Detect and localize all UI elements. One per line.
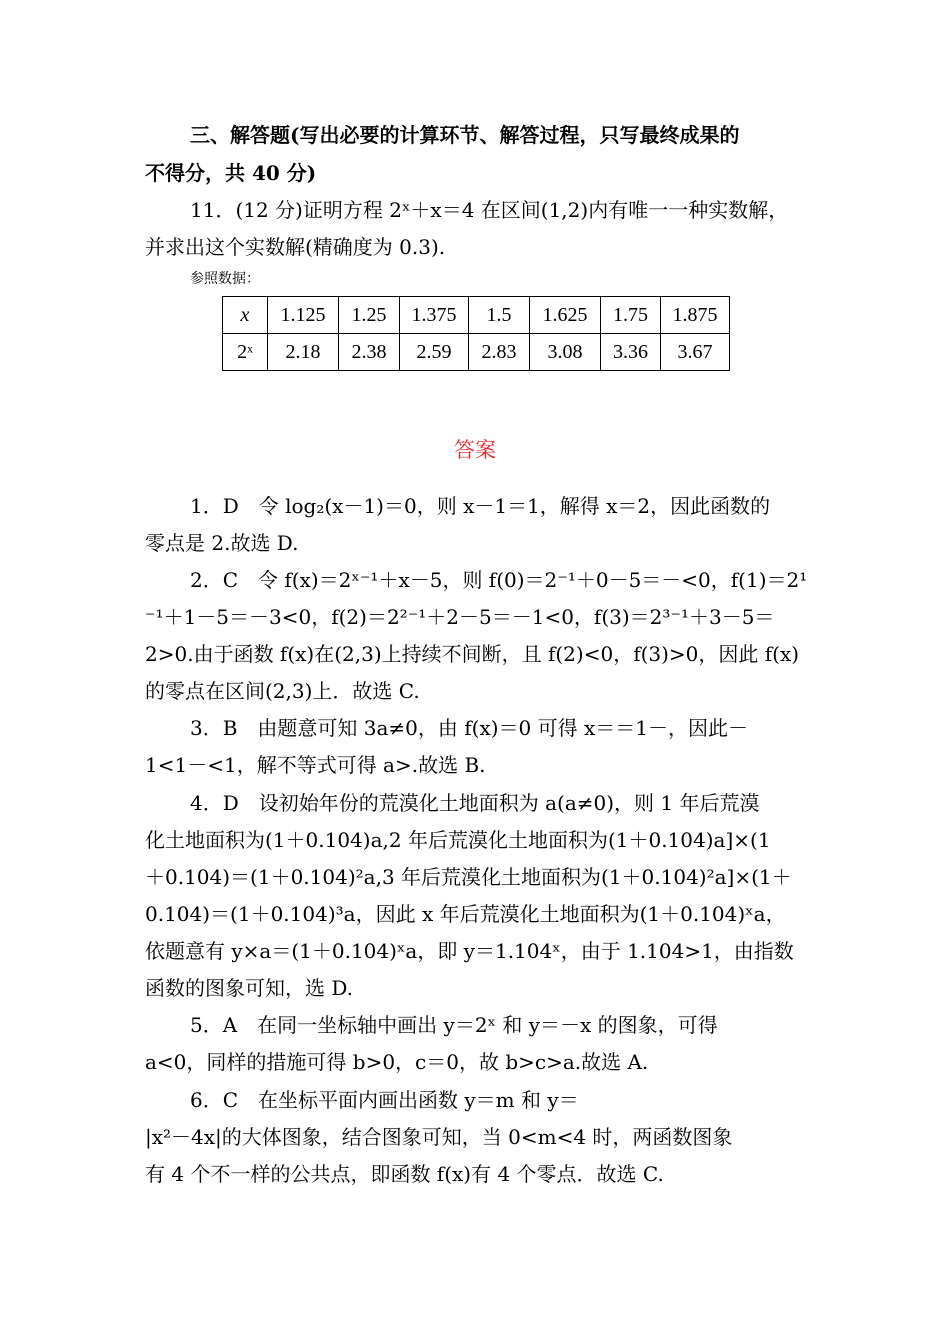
answer-6-line-3: 有 4 个不一样的公共点，即函数 f(x)有 4 个零点．故选 C. bbox=[145, 1162, 664, 1186]
table-header-2x: 2ˣ bbox=[223, 334, 268, 371]
answer-title: 答案 bbox=[454, 438, 496, 462]
answer-5-line-1: 5．A 在同一坐标轴中画出 y＝2ˣ 和 y＝－x 的图象，可得 bbox=[190, 1013, 718, 1037]
answer-4-line-6: 函数的图象可知，选 D. bbox=[145, 976, 354, 1000]
table-row bbox=[223, 334, 730, 371]
answer-5-line-2: a<0，同样的措施可得 b>0，c＝0，故 b>c>a.故选 A. bbox=[145, 1050, 649, 1074]
table-cell: 2.59 bbox=[400, 334, 469, 371]
answer-4-line-1: 4．D 设初始年份的荒漠化土地面积为 a(a≠0)，则 1 年后荒漠 bbox=[190, 791, 760, 815]
table-cell: 1.625 bbox=[530, 297, 601, 334]
answer-4-line-5: 依题意有 y×a＝(1＋0.104)ˣa，即 y＝1.104ˣ，由于 1.104>1，由指数 bbox=[145, 939, 794, 963]
reference-data-label: 参照数据： bbox=[190, 271, 260, 287]
answer-4-line-4: 0.104)＝(1＋0.104)³a，因此 x 年后荒漠化土地面积为(1＋0.104)ˣa， bbox=[145, 902, 786, 926]
answer-4-line-3: ＋0.104)＝(1＋0.104)²a,3 年后荒漠化土地面积为(1＋0.104)²a]×(1＋ bbox=[145, 865, 792, 889]
table-cell: 2.18 bbox=[268, 334, 339, 371]
section-heading-line-2: 不得分，共 40 分) bbox=[145, 161, 317, 185]
problem-11-line-1: 11．(12 分)证明方程 2ˣ＋x＝4 在区间(1,2)内有唯一一种实数解， bbox=[190, 198, 789, 222]
table-cell: 1.375 bbox=[400, 297, 469, 334]
answer-2-line-4: 的零点在区间(2,3)上．故选 C. bbox=[145, 679, 420, 703]
answer-1-line-1: 1．D 令 log₂(x－1)＝0，则 x－1＝1，解得 x＝2，因此函数的 bbox=[190, 494, 771, 518]
answer-2-line-3: 2>0.由于函数 f(x)在(2,3)上持续不间断，且 f(2)<0，f(3)>0，因此 f(x) bbox=[145, 642, 800, 666]
answer-2-line-1: 2．C 令 f(x)＝2ˣ⁻¹＋x－5，则 f(0)＝2⁻¹＋0－5＝－<0，f(1)＝2¹ bbox=[190, 568, 808, 592]
table-cell: 3.36 bbox=[601, 334, 661, 371]
table-cell: 2.83 bbox=[469, 334, 530, 371]
table-cell: 1.875 bbox=[661, 297, 730, 334]
answer-6-line-1: 6．C 在坐标平面内画出函数 y＝m 和 y＝ bbox=[190, 1088, 579, 1112]
table-cell: 3.67 bbox=[661, 334, 730, 371]
answer-3-line-1: 3．B 由题意可知 3a≠0，由 f(x)＝0 可得 x＝＝1－，因此－ bbox=[190, 716, 748, 740]
answer-6-line-2: |x²－4x|的大体图象，结合图象可知，当 0<m<4 时，两函数图象 bbox=[145, 1125, 733, 1149]
section-heading-line-1: 三、解答题(写出必要的计算环节、解答过程，只写最终成果的 bbox=[190, 123, 740, 147]
answer-3-line-2: 1<1－<1，解不等式可得 a>.故选 B. bbox=[145, 753, 486, 777]
table-cell: 3.08 bbox=[530, 334, 601, 371]
table-cell: 1.5 bbox=[469, 297, 530, 334]
reference-data-table bbox=[222, 296, 730, 371]
answer-4-line-2: 化土地面积为(1＋0.104)a,2 年后荒漠化土地面积为(1＋0.104)a]×(1 bbox=[145, 828, 771, 852]
problem-11-line-2: 并求出这个实数解(精确度为 0.3). bbox=[145, 235, 446, 259]
table-cell: 1.125 bbox=[268, 297, 339, 334]
table-header-x: x bbox=[223, 297, 268, 334]
answer-1-line-2: 零点是 2.故选 D. bbox=[145, 531, 299, 555]
table-cell: 2.38 bbox=[339, 334, 400, 371]
table-row bbox=[223, 297, 730, 334]
table-cell: 1.25 bbox=[339, 297, 400, 334]
table-cell: 1.75 bbox=[601, 297, 661, 334]
answer-2-line-2: ⁻¹＋1－5＝－3<0，f(2)＝2²⁻¹＋2－5＝－1<0，f(3)＝2³⁻¹＋3－5＝ bbox=[145, 605, 775, 629]
